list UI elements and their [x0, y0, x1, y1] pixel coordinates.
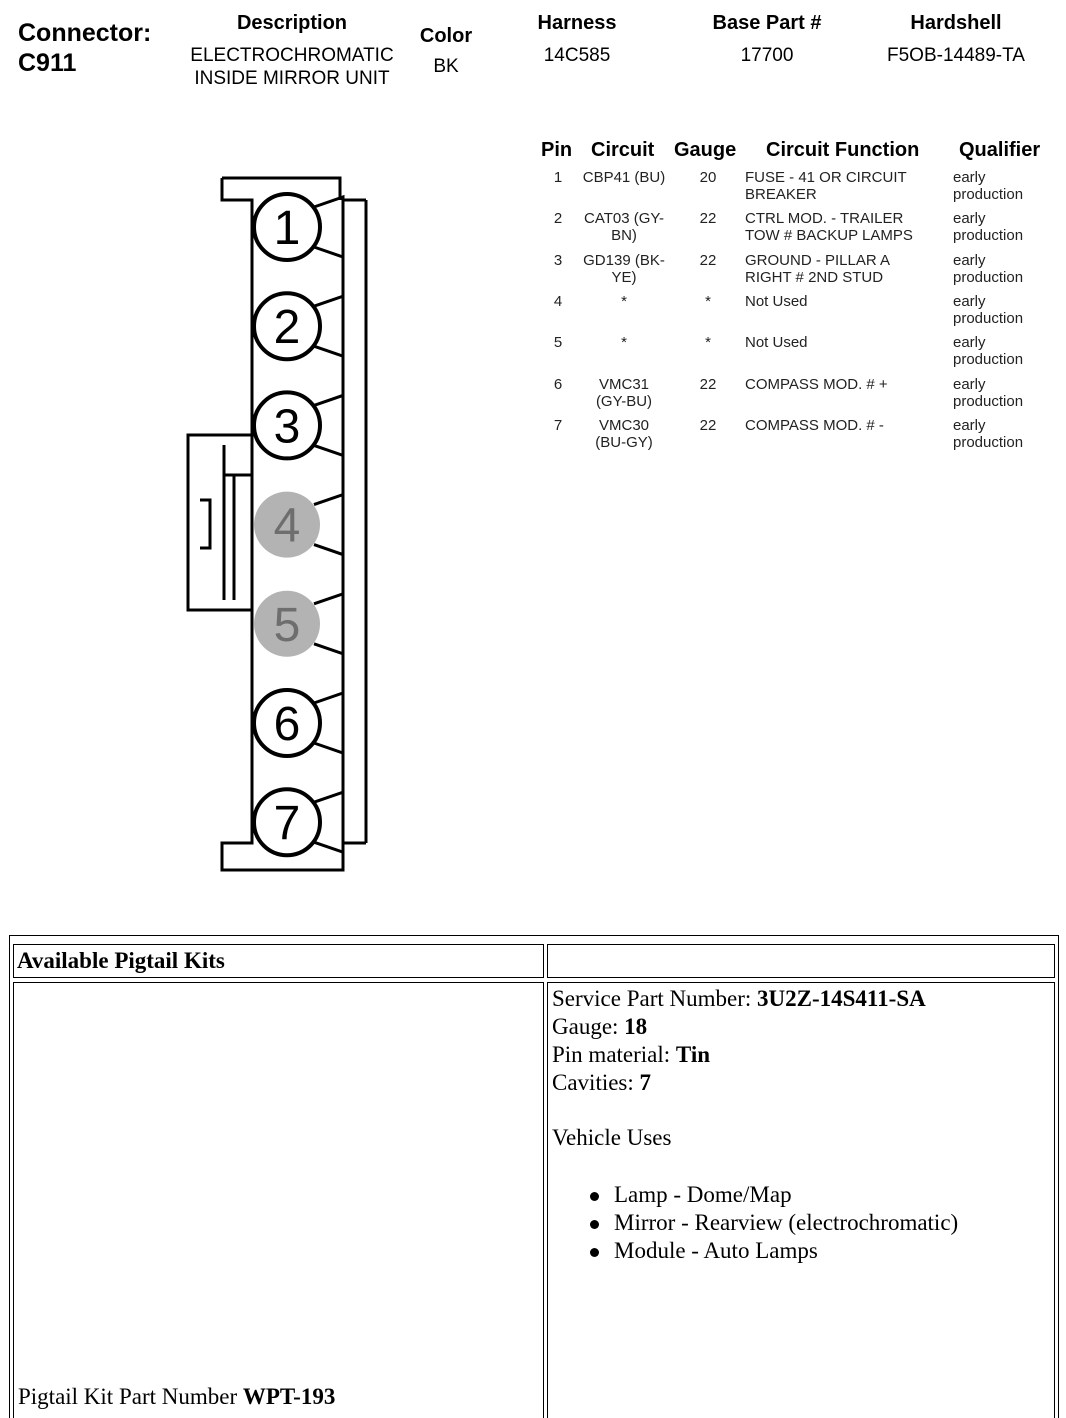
pin-number-cell — [548, 252, 568, 269]
qualifier-cell — [953, 417, 1053, 451]
circuit-cell-line: * — [621, 334, 627, 351]
circuit-cell-line: BN) — [611, 227, 637, 244]
pin-label: 4 — [273, 499, 301, 553]
gauge-cell-line: * — [705, 334, 711, 351]
description-value — [162, 44, 422, 90]
circuit-col-header: Circuit — [591, 139, 655, 161]
qualifier-cell — [953, 252, 1053, 286]
pin-number-cell-line: 3 — [553, 252, 563, 269]
circuit-cell-line: YE) — [611, 269, 637, 286]
gauge-cell-line: 22 — [699, 417, 717, 434]
cavities-label: Cavities: — [552, 1070, 634, 1095]
connector-pin — [254, 293, 343, 359]
pin-number-cell-line: 1 — [553, 169, 563, 186]
circuit-cell-line: (GY-BU) — [595, 393, 653, 410]
harness-label: Harness — [537, 12, 617, 34]
gauge-cell-line: 22 — [699, 376, 717, 393]
description-line: INSIDE MIRROR UNIT — [194, 68, 390, 89]
pigtail-details-cell — [547, 982, 1055, 1418]
qualifier-cell-line: early — [953, 169, 986, 186]
function-cell-line: COMPASS MOD. # + — [745, 376, 888, 393]
qualifier-cell-line: early — [953, 252, 986, 269]
function-cell-line: FUSE - 41 OR CIRCUIT — [745, 169, 907, 186]
pin-label: 6 — [273, 698, 301, 751]
circuit-cell-line: VMC30 — [598, 417, 650, 434]
harness-value: 14C585 — [543, 45, 611, 66]
gauge-cell — [690, 376, 726, 393]
connector-label: Connector: — [18, 19, 152, 47]
gauge-value: 18 — [624, 1014, 648, 1039]
base-part-label: Base Part # — [712, 12, 822, 34]
vehicle-use-item: Mirror - Rearview (electrochromatic) — [552, 1209, 1048, 1237]
cavities-row — [552, 1069, 1048, 1097]
gauge-cell-line: 22 — [699, 252, 717, 269]
qualifier-cell — [953, 334, 1053, 368]
circuit-cell — [573, 376, 675, 410]
circuit-cell — [573, 417, 675, 451]
qualifier-cell-line: production — [953, 269, 1024, 286]
qualifier-cell — [953, 210, 1053, 244]
connector-diagram — [180, 170, 380, 880]
function-cell-line: COMPASS MOD. # - — [745, 417, 884, 434]
gauge-row — [552, 1013, 1048, 1041]
circuit-cell-line: * — [621, 293, 627, 310]
circuit-cell — [573, 252, 675, 286]
service-part-row — [552, 985, 1048, 1013]
hardshell-value: F5OB-14489-TA — [887, 45, 1025, 66]
circuit-cell-line: VMC31 — [598, 376, 650, 393]
function-cell — [745, 252, 940, 286]
pin-number-cell — [548, 293, 568, 310]
connector-pin — [254, 591, 343, 657]
qualifier-cell — [953, 376, 1053, 410]
circuit-cell-line: CAT03 (GY- — [583, 210, 665, 227]
connector-pin — [254, 789, 343, 855]
pin-number-cell-line: 7 — [553, 417, 563, 434]
connector-pin — [254, 194, 343, 260]
function-cell — [745, 293, 940, 310]
function-cell — [745, 210, 940, 244]
hardshell-label: Hardshell — [910, 12, 1002, 34]
qualifier-cell-line: production — [953, 393, 1024, 410]
service-part-value: 3U2Z-14S411-SA — [757, 986, 926, 1011]
pin-number-cell — [548, 210, 568, 227]
service-part-label: Service Part Number: — [552, 986, 752, 1011]
function-cell — [745, 376, 940, 393]
qualifier-cell-line: early — [953, 417, 986, 434]
function-cell-line: TOW # BACKUP LAMPS — [745, 227, 913, 244]
circuit-cell-line: CBP41 (BU) — [582, 169, 666, 186]
description-line: ELECTROCHROMATIC — [190, 45, 394, 66]
pin-col-header: Pin — [541, 139, 573, 161]
pin-label: 7 — [273, 797, 301, 851]
pin-material-label: Pin material: — [552, 1042, 671, 1067]
circuit-cell — [573, 293, 675, 310]
pigtail-image-cell — [13, 982, 544, 1418]
kit-part-number — [18, 1383, 335, 1411]
circuit-cell — [573, 169, 675, 186]
qualifier-cell-line: early — [953, 334, 986, 351]
pin-label: 5 — [273, 598, 301, 652]
connector-pin — [254, 492, 343, 558]
cavities-value: 7 — [639, 1070, 652, 1095]
pin-number-cell-line: 4 — [553, 293, 563, 310]
gauge-cell — [690, 293, 726, 310]
pin-number-cell-line: 2 — [553, 210, 563, 227]
function-cell-line: CTRL MOD. - TRAILER — [745, 210, 904, 227]
pin-number-cell-line: 5 — [553, 334, 563, 351]
gauge-cell-line: 22 — [699, 210, 717, 227]
qualifier-cell-line: production — [953, 351, 1024, 368]
qualifier-cell — [953, 169, 1053, 203]
function-cell — [745, 417, 940, 434]
description-label: Description — [236, 12, 348, 34]
qualifier-cell — [953, 293, 1053, 327]
qualifier-cell-line: production — [953, 186, 1024, 203]
pin-number-cell-line: 6 — [553, 376, 563, 393]
pin-material-row — [552, 1041, 1048, 1069]
gauge-col-header: Gauge — [674, 139, 737, 161]
vehicle-uses-list — [552, 1181, 1048, 1265]
kit-part-value: WPT-193 — [242, 1384, 336, 1409]
pigtail-details — [552, 985, 1048, 1265]
connector-pin — [254, 690, 343, 756]
vehicle-use-item: Module - Auto Lamps — [552, 1237, 1048, 1265]
vehicle-uses-label: Vehicle Uses — [552, 1125, 672, 1150]
function-cell — [745, 169, 940, 203]
pigtail-title: Available Pigtail Kits — [17, 948, 225, 973]
connector-title — [18, 18, 151, 78]
base-part-value: 17700 — [740, 45, 794, 66]
qualifier-cell-line: production — [953, 434, 1024, 451]
qualifier-cell-line: early — [953, 293, 986, 310]
connector-pin — [254, 392, 343, 458]
function-cell-line: RIGHT # 2ND STUD — [745, 269, 884, 286]
pin-label: 2 — [273, 301, 301, 355]
kit-part-label: Pigtail Kit Part Number — [18, 1384, 238, 1409]
pin-number-cell — [548, 334, 568, 351]
pigtail-title-empty-cell — [547, 944, 1055, 978]
pin-number-cell — [548, 169, 568, 186]
gauge-cell — [690, 210, 726, 227]
pigtail-title-cell — [13, 944, 544, 978]
pin-label: 3 — [273, 400, 301, 454]
gauge-cell-line: * — [705, 293, 711, 310]
gauge-label: Gauge: — [552, 1014, 619, 1039]
function-col-header: Circuit Function — [766, 139, 920, 161]
color-value: BK — [433, 56, 459, 77]
gauge-cell — [690, 334, 726, 351]
circuit-cell-line: (BU-GY) — [595, 434, 653, 451]
vehicle-use-item: Lamp - Dome/Map — [552, 1181, 1048, 1209]
function-cell — [745, 334, 940, 351]
pin-label: 1 — [273, 202, 301, 255]
connector-id: C911 — [18, 49, 77, 77]
qualifier-cell-line: early — [953, 210, 986, 227]
function-cell-line: GROUND - PILLAR A — [745, 252, 891, 269]
gauge-cell-line: 20 — [699, 169, 717, 186]
qualifier-col-header: Qualifier — [959, 139, 1041, 161]
pin-material-value: Tin — [675, 1042, 711, 1067]
gauge-cell — [690, 169, 726, 186]
qualifier-cell-line: early — [953, 376, 986, 393]
pin-number-cell — [548, 417, 568, 434]
color-label: Color — [419, 25, 473, 47]
function-cell-line: Not Used — [745, 334, 808, 351]
qualifier-cell-line: production — [953, 227, 1024, 244]
circuit-cell — [573, 210, 675, 244]
function-cell-line: BREAKER — [745, 186, 817, 203]
function-cell-line: Not Used — [745, 293, 808, 310]
qualifier-cell-line: production — [953, 310, 1024, 327]
circuit-cell — [573, 334, 675, 351]
circuit-cell-line: GD139 (BK- — [583, 252, 665, 269]
gauge-cell — [690, 252, 726, 269]
pin-number-cell — [548, 376, 568, 393]
gauge-cell — [690, 417, 726, 434]
